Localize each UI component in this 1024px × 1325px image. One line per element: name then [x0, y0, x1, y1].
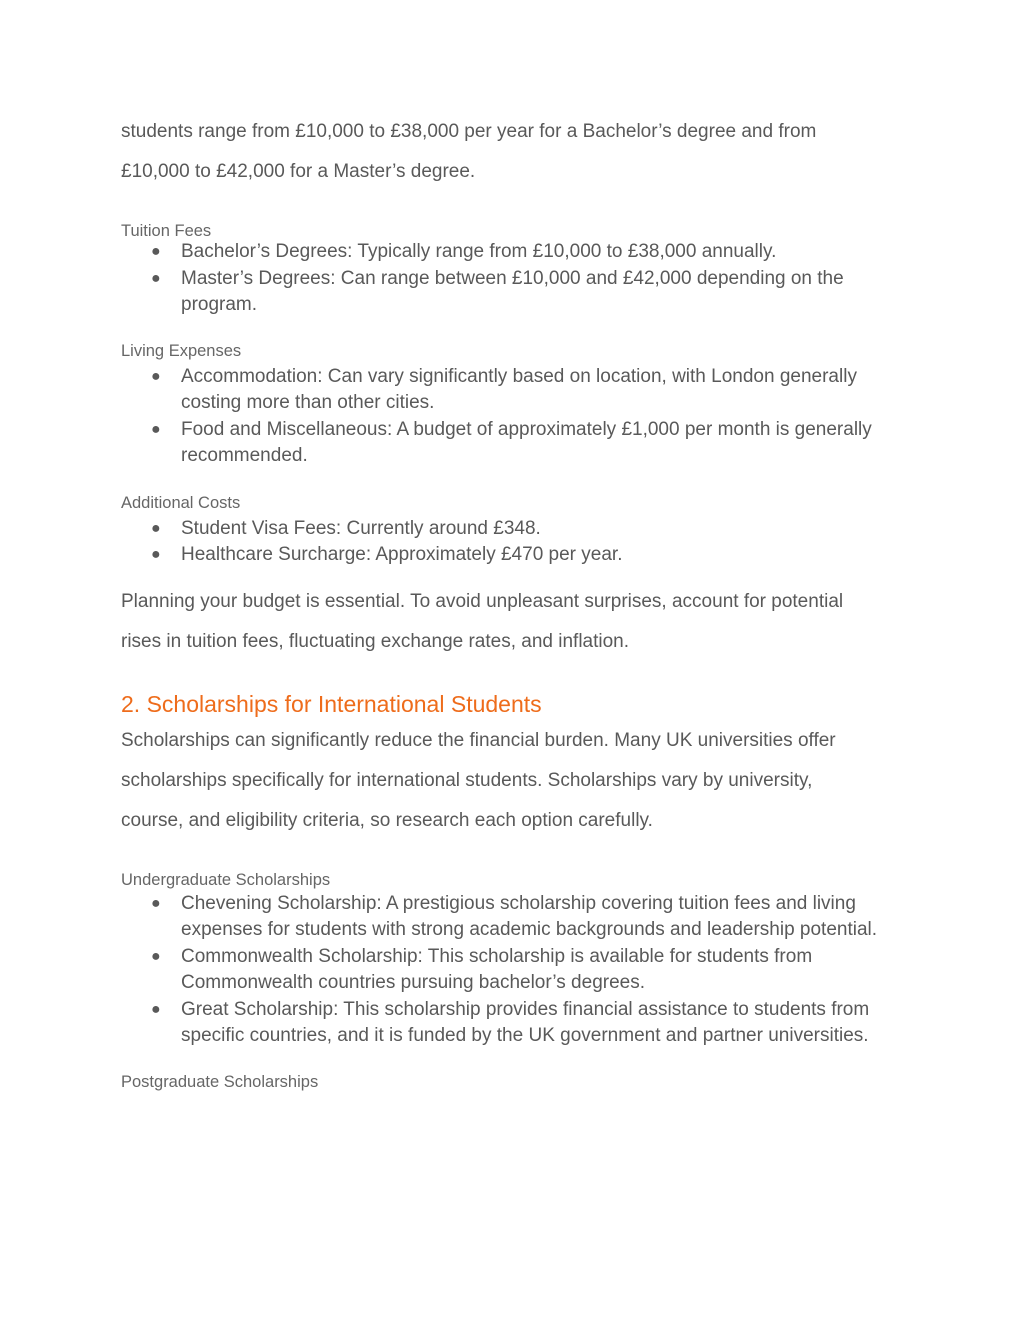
list-item: ● Healthcare Surcharge: Approximately £470 per year.: [121, 542, 911, 569]
scholarships-line-2: scholarships specifically for international students. Scholarships vary by university,: [121, 769, 813, 791]
list-item: ● Chevening Scholarship: A prestigious scholarship covering tuition fees and living expenses for students with strong academic backgrounds and leadership potential.: [151, 892, 878, 940]
scholarships-line-3: course, and eligibility criteria, so research each option carefully.: [121, 809, 653, 831]
budget-paragraph: [121, 582, 911, 662]
tuition-fees-heading: Tuition Fees: [121, 222, 212, 240]
living-expenses-section: [121, 341, 911, 470]
bullet-icon: ●: [151, 894, 161, 912]
list-item: ● Bachelor’s Degrees: Typically range from £10,000 to £38,000 annually.: [121, 239, 911, 266]
intro-line-2: £10,000 to £42,000 for a Master’s degree.: [121, 161, 476, 182]
bullet-icon: ●: [151, 546, 161, 563]
scholarships-line-1: Scholarships can significantly reduce the financial burden. Many UK universities offer: [121, 729, 836, 751]
tuition-fees-list: [121, 239, 911, 319]
additional-costs-list: [121, 516, 911, 569]
scholarships-paragraph: [121, 721, 911, 841]
scholarships-section: [121, 689, 911, 841]
list-item: ● Master’s Degrees: Can range between £10,000 and £42,000 depending on the program.: [151, 267, 844, 315]
additional-costs-heading: Additional Costs: [121, 493, 241, 512]
tuition-fees-section: [121, 221, 911, 319]
undergraduate-scholarships-list: [121, 891, 911, 1050]
bullet-icon: ●: [151, 420, 161, 438]
additional-costs-section: [121, 493, 911, 569]
intro-paragraph: [121, 0, 911, 192]
bullet-icon: ●: [151, 269, 161, 287]
postgraduate-scholarships-section: [121, 1072, 911, 1092]
bullet-icon: ●: [151, 947, 161, 965]
living-expenses-heading: Living Expenses: [121, 341, 242, 360]
budget-line-2: rises in tuition fees, fluctuating exchange rates, and inflation.: [121, 630, 630, 652]
bullet-icon: ●: [151, 367, 161, 385]
budget-line-1: Planning your budget is essential. To avoid unpleasant surprises, account for potential: [121, 590, 844, 612]
list-item: ● Accommodation: Can vary significantly based on location, with London generally costing more than other cities.: [151, 365, 857, 413]
list-item: ● Student Visa Fees: Currently around £348.: [121, 516, 911, 543]
document-page: [121, 0, 911, 1092]
living-expenses-list: [121, 364, 911, 470]
list-item: ● Great Scholarship: This scholarship provides financial assistance to students from specific countries, and it is funded by the UK government and partner universities.: [151, 998, 870, 1046]
bullet-icon: ●: [151, 243, 161, 260]
section-title: 2. Scholarships for International Students: [121, 690, 542, 717]
undergraduate-scholarships-heading: Undergraduate Scholarships: [121, 870, 331, 889]
intro-line-1: students range from £10,000 to £38,000 per year for a Bachelor’s degree and from: [121, 121, 817, 142]
list-item: ● Food and Miscellaneous: A budget of approximately £1,000 per month is generally recommended.: [151, 418, 872, 466]
list-item: ● Commonwealth Scholarship: This scholarship is available for students from Commonwealth countries pursuing bachelor’s degrees.: [151, 945, 813, 993]
bullet-icon: ●: [151, 1000, 161, 1018]
bullet-icon: ●: [151, 519, 161, 537]
postgraduate-scholarships-heading: Postgraduate Scholarships: [121, 1072, 319, 1091]
undergraduate-scholarships-section: [121, 870, 911, 1050]
